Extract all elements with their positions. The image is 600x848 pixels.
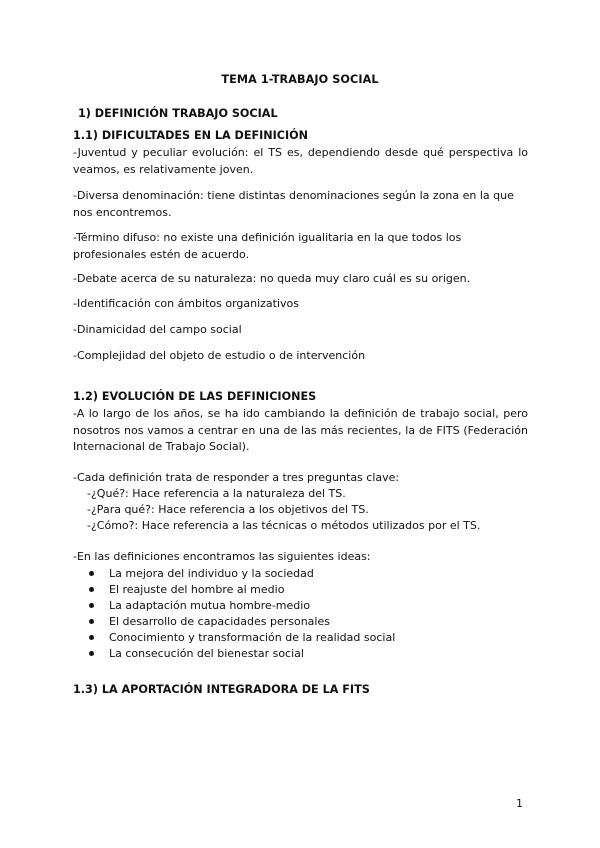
list-item: El desarrollo de capacidades personales: [87, 614, 395, 630]
paragraph-debate: -Debate acerca de su naturaleza: no queda muy claro cuál es su origen.: [73, 272, 471, 285]
section-1-heading: 1) DEFINICIÓN TRABAJO SOCIAL: [78, 107, 278, 120]
paragraph-termino-difuso: -Término difuso: no existe una definición igualitaria en la que todos los profesionales estén de acuerdo.: [73, 231, 462, 261]
bullet-icon: [89, 635, 94, 640]
question-que: -¿Qué?: Hace referencia a la naturaleza del TS.: [87, 487, 346, 500]
bullet-icon: [89, 603, 94, 608]
bullet-icon: [89, 571, 94, 576]
section-1-1-heading: 1.1) DIFICULTADES EN LA DEFINICIÓN: [73, 129, 309, 142]
paragraph-dinamicidad: -Dinamicidad del campo social: [73, 323, 242, 336]
question-como: -¿Cómo?: Hace referencia a las técnicas o métodos utilizados por el TS.: [87, 519, 481, 532]
bullet-icon: [89, 651, 94, 656]
document-title: TEMA 1-TRABAJO SOCIAL: [221, 73, 379, 86]
paragraph-preguntas-intro: -Cada definición trata de responder a tres preguntas clave:: [73, 471, 400, 484]
ideas-list: [87, 566, 395, 662]
section-1-3-heading: 1.3) LA APORTACIÓN INTEGRADORA DE LA FITS: [73, 683, 370, 696]
paragraph-evolucion-intro: -A lo largo de los años, se ha ido cambiando la definición de trabajo social, pero nosotros nos vamos a centrar en una de las más recientes, la de FITS (Federación Internacional de Trabajo Social).: [73, 407, 528, 453]
paragraph-complejidad: -Complejidad del objeto de estudio o de intervención: [73, 349, 366, 362]
paragraph-juventud: -Juventud y peculiar evolución: el TS es, dependiendo desde qué perspectiva lo veamos, es relativamente joven.: [73, 146, 528, 176]
list-item: Conocimiento y transformación de la realidad social: [87, 630, 395, 646]
paragraph-identificacion: -Identificación con ámbitos organizativos: [73, 297, 299, 310]
question-para-que: -¿Para qué?: Hace referencia a los objetivos del TS.: [87, 503, 369, 516]
list-item: La mejora del individuo y la sociedad: [87, 566, 395, 582]
page-number: 1: [516, 797, 523, 810]
paragraph-ideas-intro: -En las definiciones encontramos las siguientes ideas:: [73, 550, 371, 563]
section-1-2-heading: 1.2) EVOLUCIÓN DE LAS DEFINICIONES: [73, 390, 317, 403]
list-item: La consecución del bienestar social: [87, 646, 395, 662]
bullet-icon: [89, 619, 94, 624]
list-item: El reajuste del hombre al medio: [87, 582, 395, 598]
bullet-icon: [89, 587, 94, 592]
paragraph-denominacion: -Diversa denominación: tiene distintas denominaciones según la zona en la que nos encontremos.: [73, 189, 514, 219]
list-item: La adaptación mutua hombre-medio: [87, 598, 395, 614]
